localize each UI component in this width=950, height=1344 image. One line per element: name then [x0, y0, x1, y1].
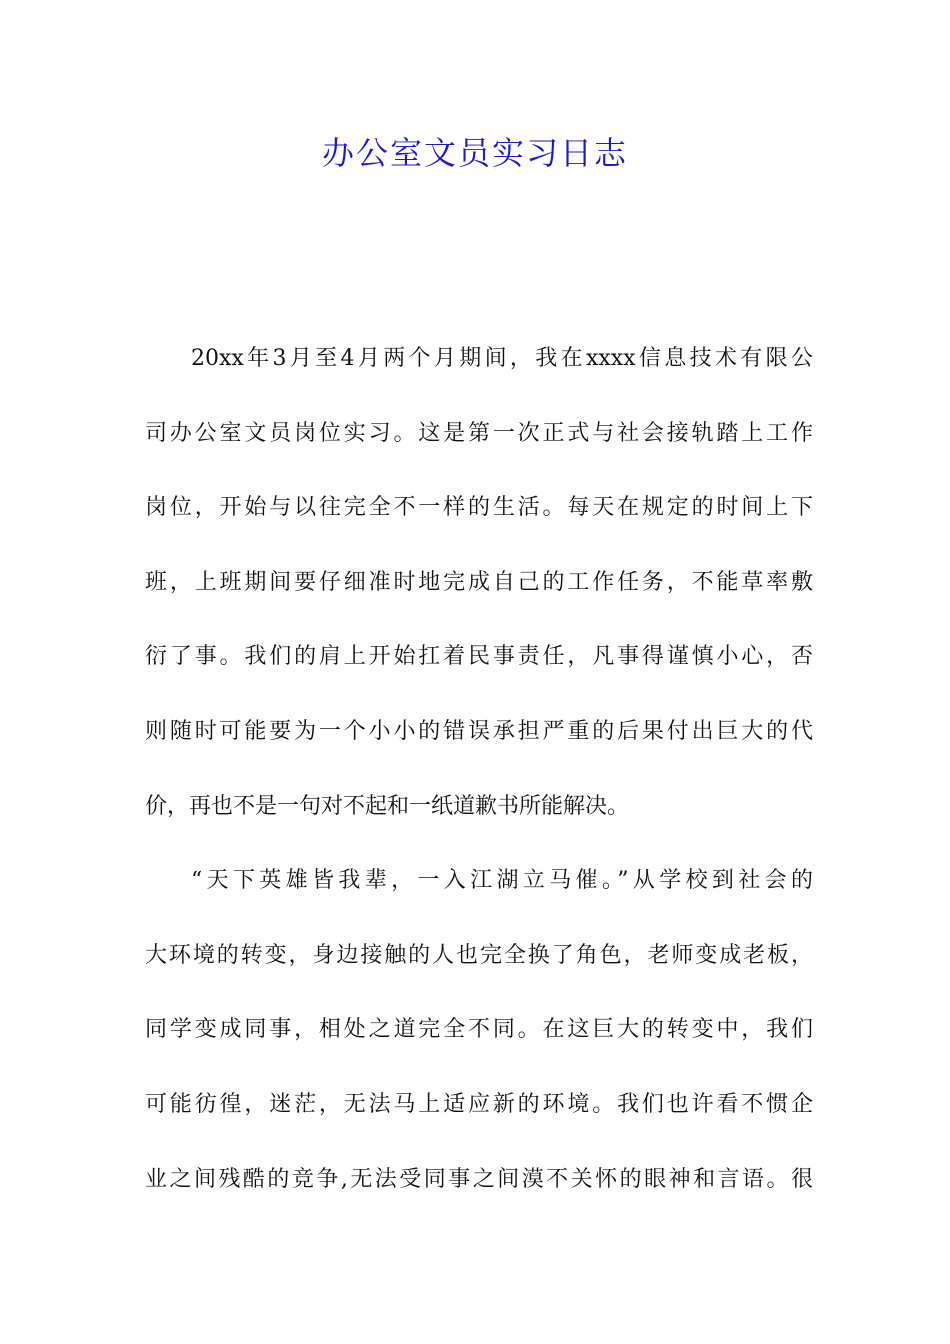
paragraph-2-line-5: 业之间残酷的竞争,无法受同事之间漠不关怀的眼神和言语。很	[145, 1166, 813, 1192]
paragraph-1-line-7: 价，再也不是一句对不起和一纸道歉书所能解决。	[145, 793, 630, 819]
paragraph-1-line-3: 岗位，开始与以往完全不一样的生活。每天在规定的时间上下	[145, 495, 813, 521]
paragraph-1-line-1: 20xx年3月至4月两个月期间，我在xxxx信息技术有限公	[191, 346, 813, 371]
paragraph-2-line-4: 可能彷徨，迷茫，无法马上适应新的环境。我们也许看不惯企	[145, 1091, 813, 1117]
document-body	[145, 334, 813, 1229]
paragraph-2-line-3: 同学变成同事，相处之道完全不同。在这巨大的转变中，我们	[145, 1017, 813, 1043]
paragraph-2-line-2: 大环境的转变，身边接触的人也完全换了角色，老师变成老板，	[145, 942, 813, 968]
paragraph-1-line-5: 衍了事。我们的肩上开始扛着民事责任，凡事得谨慎小心，否	[145, 644, 813, 670]
paragraph-2-line-1: “天下英雄皆我辈，一入江湖立马催。”从学校到社会的	[191, 868, 813, 894]
paragraph-1-line-6: 则随时可能要为一个小小的错误承担严重的后果付出巨大的代	[145, 718, 813, 744]
document-title: 办公室文员实习日志	[321, 134, 628, 172]
paragraph-1-line-4: 班，上班期间要仔细准时地完成自己的工作任务，不能草率敷	[145, 569, 813, 595]
paragraph-1-line-2: 司办公室文员岗位实习。这是第一次正式与社会接轨踏上工作	[145, 420, 813, 446]
